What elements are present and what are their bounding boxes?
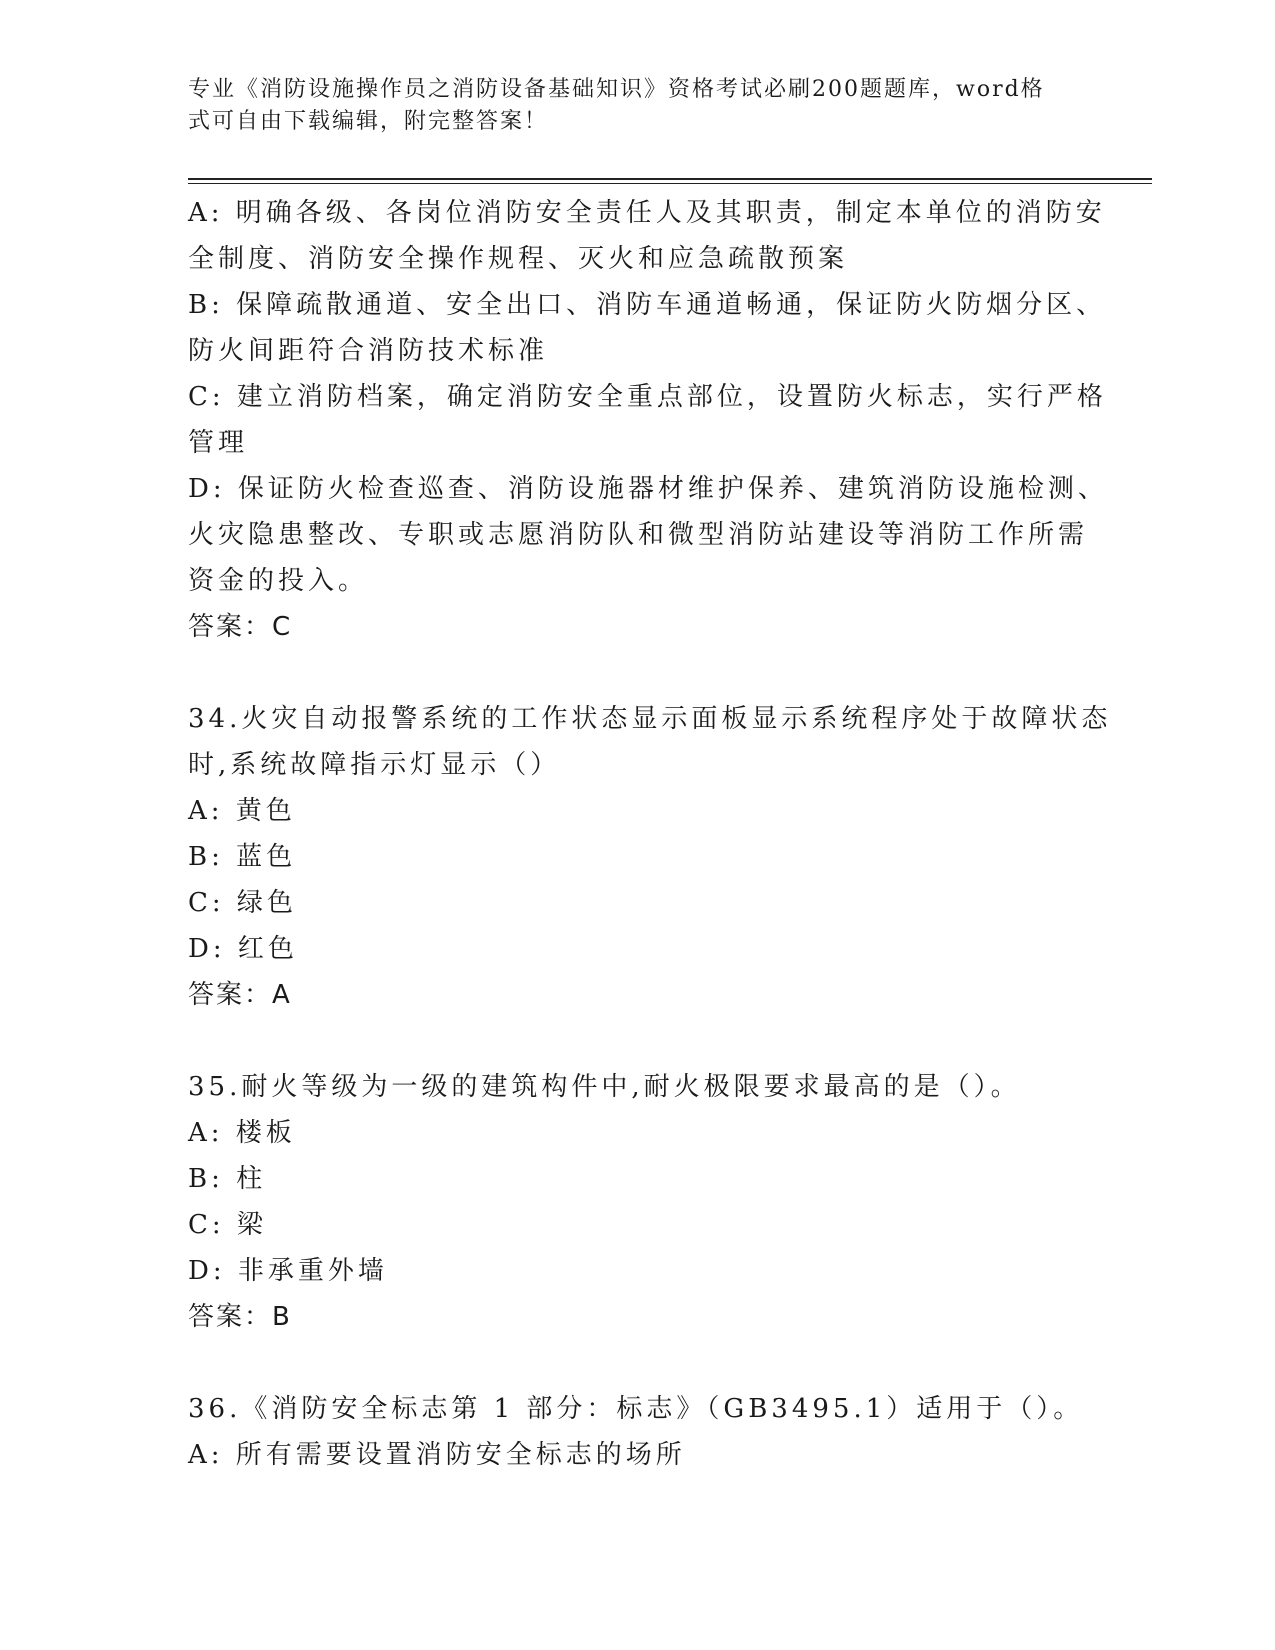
option-d-line-1: D: 保证防火检查巡查、消防设施器材维护保养、建筑消防设施检测、 — [188, 474, 1108, 504]
option-b-line-1: B: 保障疏散通道、安全出口、消防车通道畅通，保证防火防烟分区、 — [188, 290, 1107, 320]
option-d-line-2: 火灾隐患整改、专职或志愿消防队和微型消防站建设等消防工作所需 — [188, 520, 1089, 550]
answer: 答案：B — [188, 1302, 292, 1332]
question-spacer — [188, 1018, 1088, 1064]
question-spacer — [188, 1340, 1088, 1386]
option-c-line-1: C: 建立消防档案，确定消防安全重点部位，设置防火标志，实行严格 — [188, 382, 1107, 412]
header-divider-thin — [188, 183, 1152, 184]
question-stem: 36.《消防安全标志第 1 部分：标志》（GB3495.1）适用于（）。 — [188, 1394, 1084, 1424]
answer: 答案：C — [188, 612, 293, 642]
question-stem-line-2: 时,系统故障指示灯显示（） — [188, 750, 561, 780]
question-36 — [188, 1386, 1088, 1478]
question-stem-line-1: 34.火灾自动报警系统的工作状态显示面板显示系统程序处于故障状态 — [188, 704, 1112, 734]
option-d-line-3: 资金的投入。 — [188, 566, 369, 596]
option-a: A: 黄色 — [188, 796, 296, 826]
option-c-line-2: 管理 — [188, 428, 249, 458]
option-c: C: 绿色 — [188, 888, 297, 918]
question-spacer — [188, 650, 1088, 696]
question-33-options — [188, 190, 1108, 650]
option-b: B: 柱 — [188, 1164, 267, 1194]
option-b-line-2: 防火间距符合消防技术标准 — [188, 336, 549, 366]
question-content — [188, 190, 1112, 1478]
answer: 答案：A — [188, 980, 292, 1010]
option-b: B: 蓝色 — [188, 842, 297, 872]
question-34 — [188, 696, 1112, 1018]
option-a: A: 楼板 — [188, 1118, 296, 1148]
question-35 — [188, 1064, 1088, 1340]
header-line-2: 式可自由下载编辑，附完整答案！ — [188, 109, 549, 134]
option-c: C: 梁 — [188, 1210, 267, 1240]
header-line-1: 专业《消防设施操作员之消防设备基础知识》资格考试必刷200题题库，word格 — [188, 77, 1045, 102]
question-stem: 35.耐火等级为一级的建筑构件中,耐火极限要求最高的是（）。 — [188, 1072, 1021, 1102]
document-header — [188, 74, 1068, 138]
header-divider-thick — [188, 178, 1152, 180]
option-a: A: 所有需要设置消防安全标志的场所 — [188, 1440, 686, 1470]
option-a-line-2: 全制度、消防安全操作规程、灭火和应急疏散预案 — [188, 244, 849, 274]
option-d: D: 非承重外墙 — [188, 1256, 388, 1286]
option-d: D: 红色 — [188, 934, 298, 964]
option-a-line-1: A: 明确各级、各岗位消防安全责任人及其职责，制定本单位的消防安 — [188, 198, 1106, 228]
